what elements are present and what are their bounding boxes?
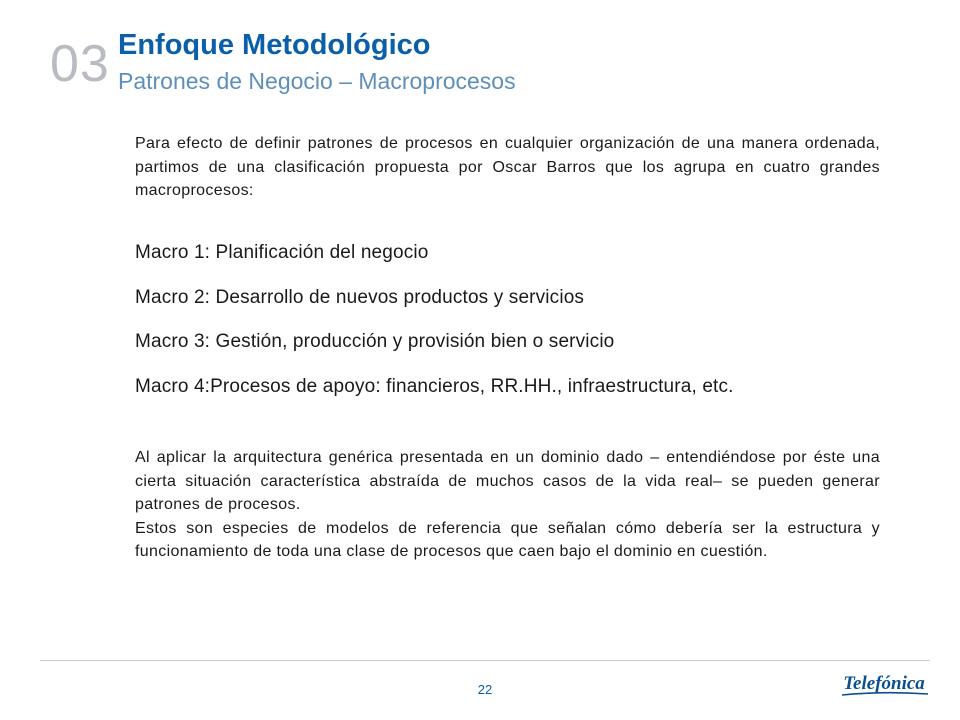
section-number: 03 <box>50 35 110 93</box>
body-paragraph-2: Estos son especies de modelos de referencia que señalan cómo debería ser la estructura y funcionamiento de toda una clase de procesos que caen bajo el dominio en cuestión. <box>135 519 880 560</box>
macro-item-2: Macro 2: Desarrollo de nuevos productos y servicios <box>135 286 585 308</box>
macro-item-3: Macro 3: Gestión, producción y provisión bien o servicio <box>135 331 615 352</box>
body-paragraph-1: Al aplicar la arquitectura genérica presentada en un dominio dado – entendiéndose por éste una cierta situación característica abstraída de muchos casos de la vida real– se pueden generar patrones de procesos. <box>135 449 880 513</box>
body-paragraphs <box>135 446 880 564</box>
footer-divider <box>40 660 930 661</box>
page-title: Enfoque Metodológico <box>118 29 431 61</box>
logo-text: Telefónica <box>843 673 925 694</box>
macro-item-1: Macro 1: Planificación del negocio <box>135 242 429 263</box>
macro-item-4: Macro 4:Procesos de apoyo: financieros, RR.HH., infraestructura, etc. <box>135 375 734 397</box>
macro-list <box>135 241 895 419</box>
telefonica-logo <box>834 667 934 701</box>
page-subtitle: Patrones de Negocio – Macroprocesos <box>118 68 516 94</box>
intro-paragraph <box>135 132 880 203</box>
page-number: 22 <box>477 682 493 697</box>
intro-text: Para efecto de definir patrones de procesos en cualquier organización de una manera ordenada, partimos de una clasificación propuesta por Oscar Barros que los agrupa en cuatro grandes macroprocesos: <box>135 135 880 199</box>
